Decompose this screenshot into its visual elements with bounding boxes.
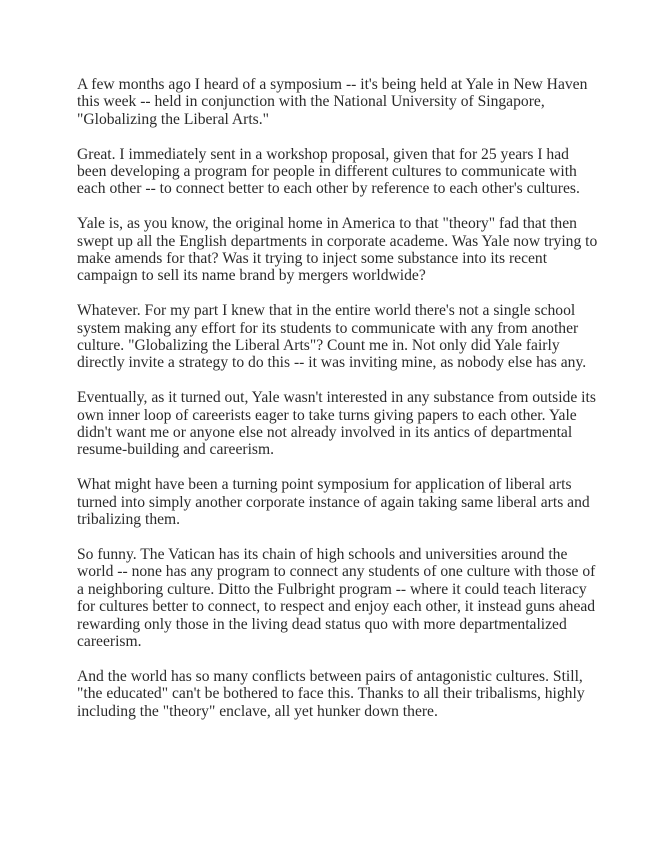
text-line: careerism.	[77, 632, 142, 650]
text-line: resume-building and careerism.	[77, 441, 275, 459]
text-line: world -- none has any program to connect any students of one culture with those of	[77, 563, 596, 581]
text-line: didn't want me or anyone else not already involved in its antics of departmental	[77, 424, 573, 442]
text-line: Great. I immediately sent in a workshop proposal, given that for 25 years I had	[77, 145, 569, 163]
text-line: What might have been a turning point symposium for application of liberal arts	[77, 476, 572, 494]
text-line: tribalizing them.	[77, 511, 181, 529]
text-line: A few months ago I heard of a symposium -- it's being held at Yale in New Haven	[77, 76, 588, 93]
text-line: Eventually, as it turned out, Yale wasn't interested in any substance from outside its	[77, 389, 596, 407]
text-line: rewarding only those in the living dead status quo with more departmentalized	[77, 615, 567, 633]
text-line: "Globalizing the Liberal Arts."	[77, 110, 270, 128]
text-line: Yale is, as you know, the original home in America to that "theory" fad that then	[77, 215, 577, 233]
paragraph	[77, 389, 637, 459]
paragraph	[77, 76, 637, 128]
text-line: "the educated" can't be bothered to face this. Thanks to all their tribalisms, highly	[77, 685, 585, 703]
text-line: this week -- held in conjunction with the National University of Singapore,	[77, 93, 545, 111]
paragraph	[77, 146, 637, 198]
text-line: system making any effort for its students to communicate with any from another	[77, 319, 579, 337]
text-line: So funny. The Vatican has its chain of high schools and universities around the	[77, 545, 568, 563]
text-line: make amends for that? Was it trying to inject some substance into its recent	[77, 250, 548, 268]
paragraph	[77, 215, 637, 285]
paragraph	[77, 476, 637, 528]
text-line: own inner loop of careerists eager to take turns giving papers to each other. Yale	[77, 406, 577, 424]
paragraph	[77, 668, 637, 720]
paragraph	[77, 546, 637, 650]
text-line: for cultures better to connect, to respect and enjoy each other, it instead guns ahead	[77, 598, 596, 616]
text-line: each other -- to connect better to each other by reference to each other's cultures.	[77, 180, 580, 198]
document-body	[77, 76, 637, 737]
paragraph	[77, 302, 637, 372]
text-line: turned into simply another corporate instance of again taking same liberal arts and	[77, 493, 590, 511]
text-line: including the "theory" enclave, all yet hunker down there.	[77, 702, 438, 720]
text-line: swept up all the English departments in corporate academe. Was Yale now trying to	[77, 232, 598, 250]
text-line: And the world has so many conflicts between pairs of antagonistic cultures. Still,	[77, 667, 583, 685]
text-line: directly invite a strategy to do this -- it was inviting mine, as nobody else has any.	[77, 354, 587, 372]
text-line: been developing a program for people in different cultures to communicate with	[77, 163, 577, 181]
text-line: a neighboring culture. Ditto the Fulbright program -- where it could teach literacy	[77, 580, 587, 598]
text-line: Whatever. For my part I knew that in the entire world there's not a single school	[77, 302, 576, 320]
text-line: campaign to sell its name brand by mergers worldwide?	[77, 267, 426, 285]
text-line: culture. "Globalizing the Liberal Arts"? Count me in. Not only did Yale fairly	[77, 337, 560, 355]
